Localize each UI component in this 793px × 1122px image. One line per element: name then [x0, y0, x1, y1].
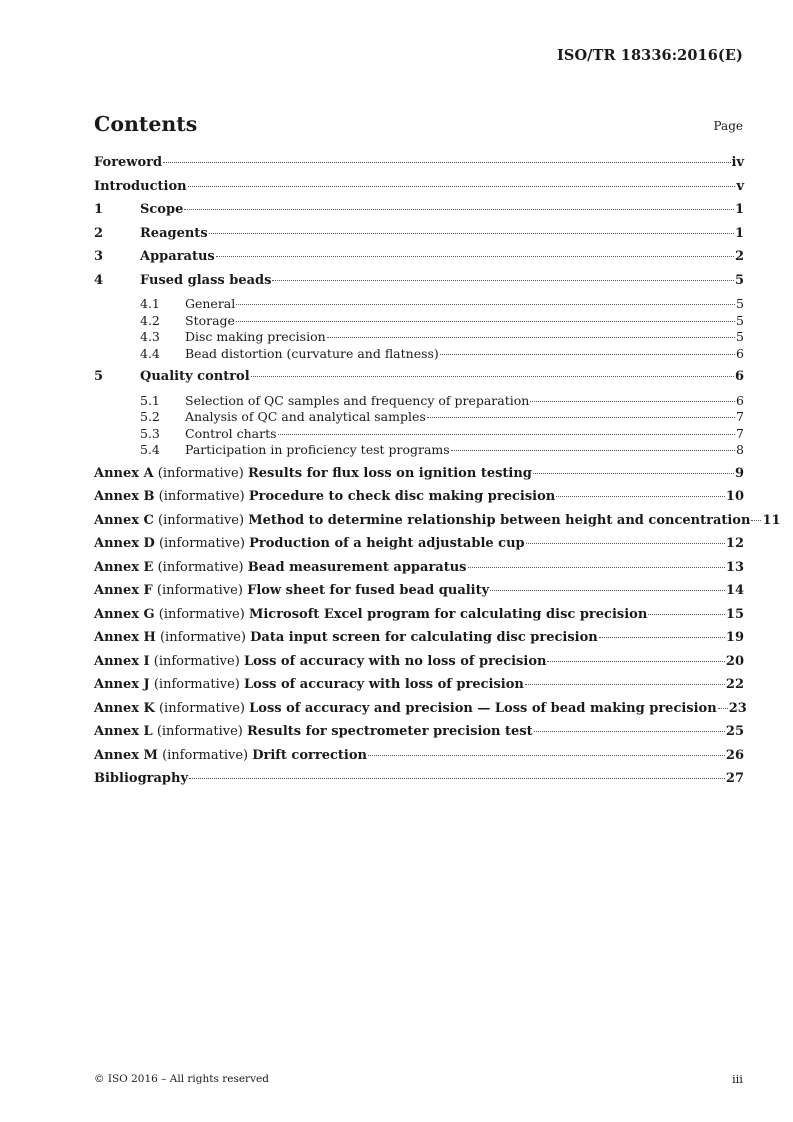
toc-entry-page: 22: [725, 677, 744, 692]
toc-entry-label: Flow sheet for fused bead quality: [247, 583, 490, 598]
annex-informative: (informative): [162, 747, 249, 763]
toc-entry-page: 1: [734, 202, 744, 217]
toc-entry-label: Loss of accuracy and precision — Loss of bead making precision: [249, 700, 717, 716]
leader-dots: [556, 496, 725, 497]
toc-entry-label: Disc making precision: [185, 329, 326, 344]
leader-dots: [278, 434, 735, 435]
annex-id: Annex C: [94, 512, 154, 528]
toc-entry-label: Data input screen for calculating disc precision: [250, 630, 598, 645]
toc-entry-label: Analysis of QC and analytical samples: [185, 409, 426, 424]
annex-informative: (informative): [156, 724, 243, 739]
toc-entry-number: 5.3: [140, 425, 160, 441]
toc-entry-label: Fused glass beads: [140, 272, 272, 288]
toc-entry-label: Bibliography: [94, 771, 189, 786]
copyright-notice: © ISO 2016 – All rights reserved: [94, 1073, 269, 1085]
leader-dots: [427, 417, 735, 418]
toc-entry-page: 12: [725, 536, 744, 551]
annex-id: Annex B: [94, 489, 155, 504]
annex-informative: (informative): [153, 653, 240, 669]
leader-dots: [751, 520, 761, 521]
toc-entry-label: Control charts: [185, 425, 277, 441]
toc-entry-page: iv: [731, 155, 744, 170]
toc-entry-page: 23: [728, 700, 747, 716]
toc-entry-label: Production of a height adjustable cup: [249, 536, 525, 551]
toc-entry-label: Selection of QC samples and frequency of preparation: [185, 392, 530, 408]
annex-id: Annex I: [94, 653, 150, 669]
page-number: iii: [731, 1072, 743, 1086]
toc-entry-foreword[interactable]: [94, 155, 744, 179]
leader-dots: [216, 256, 734, 257]
toc-subentry-control-charts[interactable]: [94, 426, 744, 443]
toc-entry-label: Loss of accuracy with no loss of precision: [243, 653, 547, 669]
toc-entry-page: 20: [725, 653, 744, 669]
annex-informative: (informative): [158, 536, 245, 551]
toc-entry-page: 7: [736, 425, 744, 441]
toc-entry-annex-h[interactable]: [94, 630, 744, 654]
toc-entry-introduction[interactable]: [94, 179, 744, 203]
toc-entry-page: 7: [736, 409, 744, 424]
toc-entry-page: 2: [734, 249, 744, 264]
toc-entry-label: Introduction: [94, 178, 187, 194]
annex-informative: (informative): [158, 606, 245, 622]
toc-entry-annex-k[interactable]: [94, 700, 747, 725]
table-of-contents: [94, 155, 781, 795]
leader-dots: [184, 209, 734, 210]
toc-entry-annex-c[interactable]: [94, 512, 781, 537]
toc-entry-annex-b[interactable]: [94, 489, 744, 513]
toc-entry-page: 10: [725, 489, 744, 504]
toc-entry-page: 19: [725, 630, 744, 645]
toc-entry-label: General: [185, 296, 236, 311]
leader-dots: [525, 684, 725, 685]
toc-entry-label: Results for spectrometer precision test: [247, 724, 533, 739]
toc-entry-label: Scope: [140, 202, 184, 217]
annex-id: Annex E: [94, 559, 154, 575]
toc-entry-annex-e[interactable]: [94, 560, 744, 584]
toc-entry-number: 5.4: [140, 442, 160, 457]
toc-entry-number: 4.2: [140, 312, 160, 328]
leader-dots: [451, 450, 735, 451]
toc-entry-page: 25: [725, 724, 744, 739]
toc-entry-label: Microsoft Excel program for calculating disc precision: [248, 606, 648, 622]
leader-dots: [272, 280, 733, 281]
toc-entry-label: Method to determine relationship between height and concentration: [248, 512, 751, 528]
toc-entry-number: 4.1: [140, 296, 160, 311]
leader-dots: [490, 590, 725, 591]
toc-entry-reagents[interactable]: [94, 226, 744, 250]
annex-informative: (informative): [159, 630, 246, 645]
toc-entry-page: 15: [725, 606, 744, 622]
toc-entry-page: 5: [734, 272, 744, 288]
leader-dots: [189, 778, 725, 779]
toc-entry-label: Bead measurement apparatus: [247, 559, 467, 575]
contents-header: [94, 112, 743, 140]
toc-entry-annex-g[interactable]: [94, 607, 744, 631]
toc-entry-page: 13: [725, 559, 744, 575]
toc-entry-page: 26: [725, 747, 744, 763]
leader-dots: [163, 162, 730, 163]
toc-subentry-proficiency-test[interactable]: [94, 442, 744, 459]
annex-informative: (informative): [153, 677, 240, 692]
toc-entry-label: Reagents: [140, 225, 208, 241]
toc-entry-page: 9: [734, 465, 744, 481]
annex-informative: (informative): [158, 700, 246, 716]
toc-entry-label: Participation in proficiency test programs: [185, 442, 450, 457]
annex-informative: (informative): [156, 583, 243, 598]
leader-dots: [599, 637, 725, 638]
leader-dots: [236, 321, 735, 322]
leader-dots: [648, 614, 725, 615]
toc-entry-label: Drift correction: [252, 747, 367, 763]
leader-dots: [534, 731, 725, 732]
toc-entry-number: 4.3: [140, 329, 160, 344]
leader-dots: [251, 376, 734, 377]
toc-entry-number: 5.2: [140, 409, 160, 424]
annex-id: Annex A: [94, 465, 154, 481]
annex-id: Annex M: [94, 747, 158, 763]
toc-entry-annex-m[interactable]: [94, 748, 744, 772]
annex-informative: (informative): [157, 559, 244, 575]
leader-dots: [440, 354, 735, 355]
toc-entry-label: Loss of accuracy with loss of precision: [244, 677, 524, 692]
toc-entry-label: Apparatus: [140, 249, 215, 264]
annex-id: Annex F: [94, 583, 153, 598]
leader-dots: [209, 233, 734, 234]
leader-dots: [718, 708, 728, 709]
toc-entry-annex-d[interactable]: [94, 536, 744, 560]
annex-informative: (informative): [158, 512, 245, 528]
toc-entry-fused-glass-beads[interactable]: [94, 273, 744, 297]
toc-entry-quality-control[interactable]: [94, 369, 744, 393]
annex-id: Annex G: [94, 606, 155, 622]
annex-id: Annex K: [94, 700, 155, 716]
page-column-label: Page: [713, 119, 743, 133]
annex-informative: (informative): [158, 489, 245, 504]
document-id: ISO/TR 18336:2016(E): [557, 47, 743, 64]
toc-entry-page: 8: [736, 442, 744, 457]
leader-dots: [468, 567, 725, 568]
leader-dots: [327, 337, 735, 338]
toc-subentry-storage[interactable]: [94, 313, 744, 330]
toc-entry-page: v: [736, 178, 744, 194]
toc-subentry-analysis-of-qc[interactable]: [94, 409, 744, 426]
annex-id: Annex H: [94, 630, 156, 645]
toc-entry-page: 6: [734, 369, 744, 384]
toc-subentry-selection-of-qc-samples[interactable]: [94, 393, 744, 410]
annex-id: Annex J: [94, 677, 150, 692]
toc-entry-page: 6: [736, 345, 744, 361]
toc-entry-number: 4.4: [140, 345, 160, 361]
toc-entry-number: 5: [94, 369, 104, 384]
toc-entry-page: 14: [725, 583, 744, 598]
toc-entry-label: Results for flux loss on ignition testing: [247, 465, 532, 481]
toc-entry-label: Bead distortion (curvature and flatness): [185, 345, 439, 361]
toc-entry-page: 11: [762, 512, 781, 528]
toc-entry-annex-j[interactable]: [94, 677, 744, 701]
toc-entry-page: 27: [725, 771, 744, 786]
toc-entry-label: Procedure to check disc making precision: [248, 489, 556, 504]
toc-subentry-disc-making-precision[interactable]: [94, 329, 744, 346]
toc-entry-number: 1: [94, 202, 104, 217]
toc-entry-page: 5: [736, 329, 744, 344]
toc-entry-label: Foreword: [94, 155, 163, 170]
toc-entry-apparatus[interactable]: [94, 249, 744, 273]
leader-dots: [547, 661, 724, 662]
toc-entry-number: 4: [94, 272, 104, 288]
leader-dots: [368, 755, 725, 756]
toc-entry-number: 3: [94, 249, 104, 264]
toc-entry-page: 5: [736, 312, 744, 328]
toc-entry-annex-i[interactable]: [94, 654, 744, 678]
toc-entry-label: Storage: [185, 312, 235, 328]
leader-dots: [526, 543, 725, 544]
toc-entry-annex-l[interactable]: [94, 724, 744, 748]
toc-subentry-general[interactable]: [94, 296, 744, 313]
leader-dots: [236, 304, 735, 305]
toc-entry-bibliography[interactable]: [94, 771, 744, 795]
toc-entry-annex-f[interactable]: [94, 583, 744, 607]
toc-entry-annex-a[interactable]: [94, 466, 744, 490]
toc-entry-scope[interactable]: [94, 202, 744, 226]
toc-entry-label: Quality control: [140, 369, 250, 384]
annex-informative: (informative): [157, 465, 244, 481]
toc-entry-page: 1: [734, 225, 744, 241]
annex-id: Annex D: [94, 536, 155, 551]
leader-dots: [533, 473, 734, 474]
toc-subentry-bead-distortion[interactable]: [94, 346, 744, 363]
contents-title: Contents: [94, 112, 198, 136]
leader-dots: [188, 186, 736, 187]
toc-entry-page: 5: [736, 296, 744, 311]
leader-dots: [530, 401, 735, 402]
annex-id: Annex L: [94, 724, 153, 739]
toc-entry-number: 5.1: [140, 392, 160, 408]
toc-entry-number: 2: [94, 225, 104, 241]
toc-entry-page: 6: [736, 392, 744, 408]
